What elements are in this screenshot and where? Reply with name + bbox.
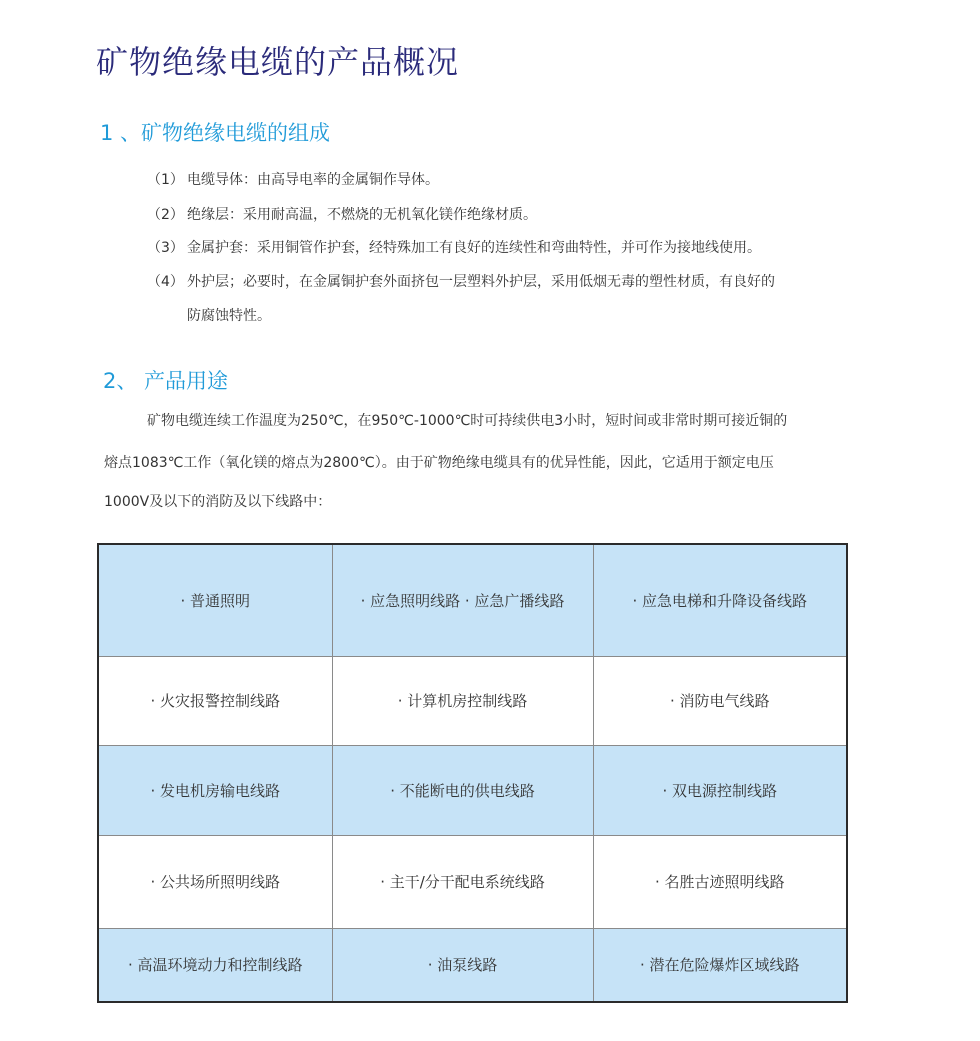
list-item-text: 绝缘层：采用耐高温，不燃烧的无机氧化镁作绝缘材质。	[187, 207, 537, 223]
list-item-text: 外护层；必要时，在金属铜护套外面挤包一层塑料外护层，采用低烟无毒的塑性材质，有良好的	[187, 274, 775, 290]
table-row	[98, 835, 847, 928]
paragraph-line: 熔点1083℃工作（氧化镁的熔点为2800℃）。由于矿物绝缘电缆具有的优异性能，因此，它适用于额定电压	[104, 455, 774, 471]
table-cell: · 消防电气线路	[593, 656, 847, 745]
table-cell: · 主干/分干配电系统线路	[332, 835, 593, 928]
list-item	[147, 205, 537, 225]
table-cell: · 潜在危险爆炸区域线路	[593, 928, 847, 1002]
table-cell: · 公共场所照明线路	[98, 835, 332, 928]
table-cell: · 火灾报警控制线路	[98, 656, 332, 745]
list-item-text: 金属护套：采用铜管作护套，经特殊加工有良好的连续性和弯曲特性，并可作为接地线使用。	[187, 240, 761, 256]
table-cell: · 名胜古迹照明线路	[593, 835, 847, 928]
list-item	[147, 238, 761, 258]
list-item-text: 电缆导体：由高导电率的金属铜作导体。	[187, 172, 439, 188]
section-heading-composition: 1 、矿物绝缘电缆的组成	[100, 121, 331, 145]
table-row	[98, 656, 847, 745]
table-cell: · 不能断电的供电线路	[332, 745, 593, 835]
list-item-number: （1）	[147, 172, 184, 188]
table-cell: · 双电源控制线路	[593, 745, 847, 835]
table-cell: · 计算机房控制线路	[332, 656, 593, 745]
table-cell: · 高温环境动力和控制线路	[98, 928, 332, 1002]
section-heading-usage: 2、 产品用途	[103, 369, 229, 393]
list-item-number: （4）	[147, 274, 184, 290]
list-item	[147, 272, 775, 292]
paragraph-line: 矿物电缆连续工作温度为250℃，在950℃-1000℃时可持续供电3小时，短时间或非常时期可接近铜的	[147, 413, 788, 429]
list-item-number: （3）	[147, 240, 184, 256]
list-item-number: （2）	[147, 207, 184, 223]
table-cell: · 应急照明线路 · 应急广播线路	[332, 544, 593, 656]
table-cell: · 普通照明	[98, 544, 332, 656]
table-row	[98, 928, 847, 1002]
list-item-continuation: 防腐蚀特性。	[187, 308, 271, 324]
list-item	[147, 170, 439, 190]
table-cell: · 应急电梯和升降设备线路	[593, 544, 847, 656]
table-cell: · 发电机房输电线路	[98, 745, 332, 835]
table-row	[98, 745, 847, 835]
paragraph-line: 1000V及以下的消防及以下线路中：	[104, 494, 332, 510]
table-row	[98, 544, 847, 656]
table-cell: · 油泵线路	[332, 928, 593, 1002]
page-title: 矿物绝缘电缆的产品概况	[96, 43, 460, 81]
applications-table	[97, 543, 848, 1003]
